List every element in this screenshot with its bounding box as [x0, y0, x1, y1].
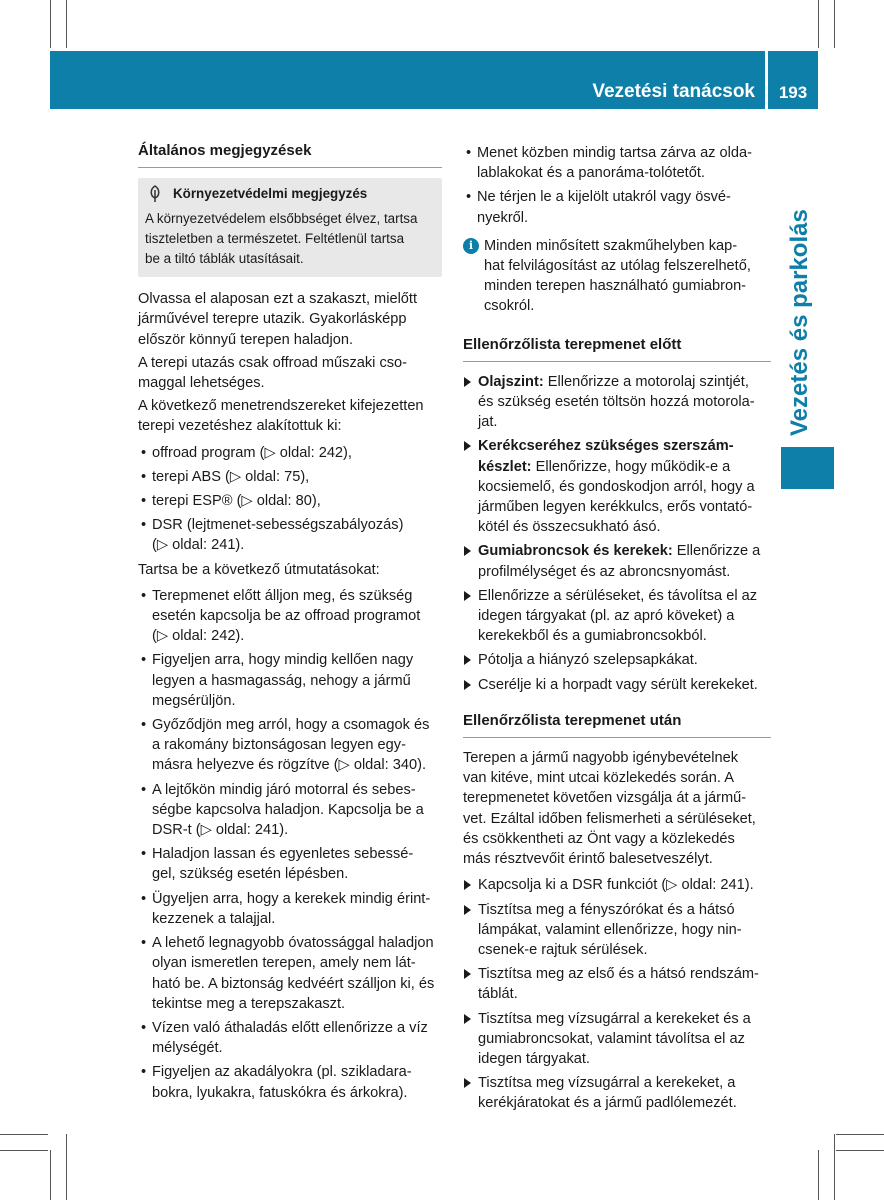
text-line: offroad program (▷ oldal: 242),	[152, 444, 352, 461]
text-line: A lehető legnagyobb óvatossággal haladjon	[152, 935, 434, 952]
list-item	[138, 780, 442, 841]
arrow-right-icon	[464, 905, 471, 915]
arrow-right-icon	[464, 969, 471, 979]
crop-mark	[818, 0, 819, 48]
info-icon: i	[463, 238, 479, 254]
leaf-icon	[145, 184, 165, 204]
list-item	[463, 187, 771, 227]
checklist-item	[463, 1073, 771, 1113]
text-line: járművével terepre utazik. Gyakorlásképp	[138, 311, 407, 328]
checklist-item	[463, 964, 771, 1004]
item-label: Olajszint:	[478, 373, 544, 390]
text-line: A lejtőkön mindig járó motorral és sebes-	[152, 781, 416, 798]
checklist-item	[463, 586, 771, 647]
text-line: Figyeljen az akadályokra (pl. szikladara-	[152, 1064, 412, 1081]
arrow-right-icon	[464, 680, 471, 690]
item-label: készlet:	[478, 458, 532, 475]
info-note	[463, 236, 771, 317]
text-line: terepmenetet követően vizsgálja át a jármű-	[463, 790, 747, 807]
text-line: profilmélységet és az abroncsnyomást.	[478, 563, 731, 580]
arrow-right-icon	[464, 591, 471, 601]
header-title: Vezetési tanácsok	[592, 81, 755, 102]
text-line: nyekről.	[477, 209, 529, 226]
text-line: Ügyeljen arra, hogy a kerekek mindig érint-	[152, 890, 431, 907]
text-line: Tisztítsa meg vízsugárral a kerekeket, a	[478, 1075, 736, 1092]
list-item	[138, 933, 442, 1014]
list-item	[138, 586, 442, 647]
text-line: ségbe kapcsolva haladjon. Kapcsolja be a	[152, 801, 424, 818]
crop-mark	[0, 1150, 48, 1151]
paragraph	[138, 353, 442, 393]
text-line: csokról.	[484, 298, 535, 315]
text-line: terepi ESP® (▷ oldal: 80),	[152, 493, 321, 510]
text-line: Minden minősített szakműhelyben kap-	[484, 237, 738, 254]
text-line: Olvassa el alaposan ezt a szakaszt, mielőtt	[138, 291, 418, 308]
crop-mark	[834, 0, 835, 48]
item-label: Gumiabroncsok és kerekek:	[478, 543, 673, 560]
crop-mark	[818, 1150, 819, 1200]
text-line: kocsiemelő, és gondoskodjon arról, hogy a	[478, 478, 755, 495]
text-line: DSR-t (▷ oldal: 241).	[152, 822, 289, 839]
text-line: gel, szükség esetén lépésben.	[152, 866, 349, 883]
text-line: terepi ABS (▷ oldal: 75),	[152, 468, 310, 485]
text-line: járműben legyen kerékkulcs, erős vontató-	[478, 499, 753, 516]
page-number-box	[768, 51, 818, 109]
instruction-list	[138, 586, 442, 1103]
left-column	[138, 141, 442, 1107]
checklist-before	[463, 372, 771, 695]
checklist-item	[463, 541, 771, 581]
checklist-item	[463, 1009, 771, 1070]
text-line: másra helyezve és rögzítve (▷ oldal: 340).	[152, 757, 427, 774]
text-line: ható be. A biztonság kedvéért szálljon ki, és	[152, 975, 435, 992]
text-line: kezzenek a talajjal.	[152, 910, 276, 927]
crop-mark	[66, 0, 67, 48]
arrow-right-icon	[464, 441, 471, 451]
crop-mark	[0, 1134, 48, 1135]
section-heading: Általános megjegyzések	[138, 141, 442, 168]
text-line: maggal lehetséges.	[138, 375, 265, 392]
text-line: vet. Ezáltal időben felismerheti a sérüléseket,	[463, 810, 756, 827]
bullet-list	[463, 143, 771, 228]
list-item	[138, 715, 442, 776]
crop-mark	[836, 1150, 884, 1151]
note-title: Környezetvédelmi megjegyzés	[173, 186, 368, 202]
text-line: mélységét.	[152, 1040, 223, 1057]
text-line: Terepen a jármű nagyobb igénybevételnek	[463, 750, 739, 767]
text-line: kerékjáratokat és a jármű padlólemezét.	[478, 1095, 737, 1112]
text-line: (▷ oldal: 242).	[152, 628, 245, 645]
arrow-right-icon	[464, 377, 471, 387]
text-line: Ellenőrizze a	[672, 543, 761, 560]
program-list	[138, 443, 442, 556]
text-line: lámpákat, valamint ellenőrizze, hogy nin-	[478, 921, 742, 938]
checklist-item	[463, 675, 771, 695]
text-line: táblát.	[478, 986, 518, 1003]
text-line: idegen tárgyakat.	[478, 1050, 590, 1067]
text-line: A terepi utazás csak offroad műszaki cso-	[138, 354, 408, 371]
text-line: Menet közben mindig tartsa zárva az olda-	[477, 145, 752, 161]
paragraph	[463, 748, 771, 869]
text-line: hat felvilágosítást az utólag felszerelhető,	[484, 258, 751, 275]
section-heading: Ellenőrzőlista terepmenet után	[463, 711, 771, 738]
text-line: gumiabroncsokat, valamint távolítsa el az	[478, 1030, 745, 1047]
text-line: Győződjön meg arról, hogy a csomagok és	[152, 717, 430, 734]
text-line: megsérüljön.	[152, 692, 236, 709]
arrow-right-icon	[464, 1078, 471, 1088]
text-line: minden terepen használható gumiabron-	[484, 278, 747, 295]
checklist-item	[463, 650, 771, 670]
text-line: Figyeljen arra, hogy mindig kellően nagy	[152, 652, 414, 669]
checklist-item	[463, 372, 771, 433]
text-line: van kitéve, mint utcai közlekedés során. A	[463, 770, 734, 787]
list-item	[138, 650, 442, 711]
text-line: jat.	[478, 414, 498, 431]
text-line: először könnyű terepen haladjon.	[138, 331, 354, 348]
text-line: kerekekből és a gumiabroncsokból.	[478, 628, 707, 645]
environment-note	[138, 178, 442, 277]
info-text	[478, 236, 771, 317]
text-line: lablakokat és a panoráma-tolótetőt.	[477, 165, 705, 182]
text-line: más résztvevőit érintő balesetveszélyt.	[463, 851, 713, 868]
text-line: terepi vezetéshez alakítottuk ki:	[138, 418, 342, 435]
paragraph: Tartsa be a következő útmutatásokat:	[138, 561, 380, 578]
text-line: kötél és összecsukható ásó.	[478, 519, 661, 536]
text-line: Ellenőrizze a sérüléseket, és távolítsa el az	[478, 587, 758, 604]
side-tab-label: Vezetés és parkolás	[786, 209, 813, 436]
note-title-row	[145, 184, 434, 204]
note-line: be a tiltó táblák utasításait.	[145, 251, 304, 267]
crop-mark	[50, 1150, 51, 1200]
paragraph	[138, 289, 442, 350]
text-line: Ellenőrizze, hogy működik-e a	[531, 458, 731, 475]
crop-mark	[836, 1134, 884, 1135]
text-line: legyen a hasmagasság, nehogy a jármű	[152, 672, 411, 689]
text-line: esetén kapcsolja be az offroad programot	[152, 608, 421, 625]
crop-mark	[50, 0, 51, 48]
note-line: A környezetvédelem elsőbbséget élvez, tartsa	[145, 211, 418, 227]
arrow-right-icon	[464, 1014, 471, 1024]
note-line: tiszteletben a természetet. Feltétlenül tartsa	[145, 231, 405, 247]
text-line: Tisztítsa meg vízsugárral a kerekeket és a	[478, 1010, 751, 1027]
text-line: Terepmenet előtt álljon meg, és szükség	[152, 587, 413, 604]
list-item	[138, 443, 442, 463]
text-line: Tisztítsa meg az első és a hátsó rendszám-	[478, 966, 759, 983]
page-header	[50, 51, 765, 109]
text-line: olyan ismeretlen terepen, amely nem lát-	[152, 955, 416, 972]
paragraph	[138, 396, 442, 436]
text-line: csenek-e rajtuk sérülések.	[478, 941, 648, 958]
right-column	[463, 143, 771, 1120]
text-line: és szükség esetén töltsön hozzá motorola-	[478, 394, 755, 411]
text-line: A következő menetrendszereket kifejezetten	[138, 398, 424, 415]
crop-mark	[66, 1134, 67, 1200]
text-line: Kapcsolja ki a DSR funkciót (▷ oldal: 241).	[478, 877, 754, 894]
list-item	[138, 889, 442, 929]
list-item	[463, 143, 771, 183]
list-item	[138, 1062, 442, 1102]
text-line: Vízen való áthaladás előtt ellenőrizze a víz	[152, 1019, 428, 1036]
checklist-item	[463, 875, 771, 895]
checklist-item	[463, 436, 771, 537]
text-line: Ne térjen le a kijelölt utakról vagy ösvé-	[477, 189, 731, 206]
text-line: Cserélje ki a horpadt vagy sérült kerekeket.	[478, 676, 758, 693]
list-item	[138, 844, 442, 884]
list-item	[138, 515, 442, 555]
text-line: Haladjon lassan és egyenletes sebessé-	[152, 846, 414, 863]
text-line: Pótolja a hiányzó szelepsapkákat.	[478, 652, 698, 669]
list-item	[138, 491, 442, 511]
side-tab-marker	[781, 447, 834, 489]
text-line: DSR (lejtmenet-sebességszabályozás)	[152, 517, 404, 534]
text-line: Tisztítsa meg a fényszórókat és a hátsó	[478, 901, 735, 918]
list-item	[138, 467, 442, 487]
crop-mark	[834, 1134, 835, 1200]
section-heading: Ellenőrzőlista terepmenet előtt	[463, 335, 771, 362]
text-line: a rakomány biztonságosan legyen egy-	[152, 737, 406, 754]
text-line: Ellenőrizze a motorolaj szintjét,	[543, 373, 749, 390]
list-item	[138, 1018, 442, 1058]
arrow-right-icon	[464, 546, 471, 556]
text-line: bokra, lyukakra, fatuskókra és árkokra).	[152, 1084, 408, 1101]
item-label: Kerékcseréhez szükséges szerszám-	[478, 438, 734, 455]
text-line: tekintse meg a terepszakaszt.	[152, 995, 346, 1012]
page-number: 193	[778, 83, 808, 102]
checklist-item	[463, 900, 771, 961]
arrow-right-icon	[464, 655, 471, 665]
text-line: és csökkentheti az Önt vagy a közlekedés	[463, 830, 735, 847]
text-line: (▷ oldal: 241).	[152, 537, 245, 554]
text-line: idegen tárgyakat (pl. az apró köveket) a	[478, 608, 735, 625]
arrow-right-icon	[464, 880, 471, 890]
checklist-after	[463, 875, 771, 1113]
